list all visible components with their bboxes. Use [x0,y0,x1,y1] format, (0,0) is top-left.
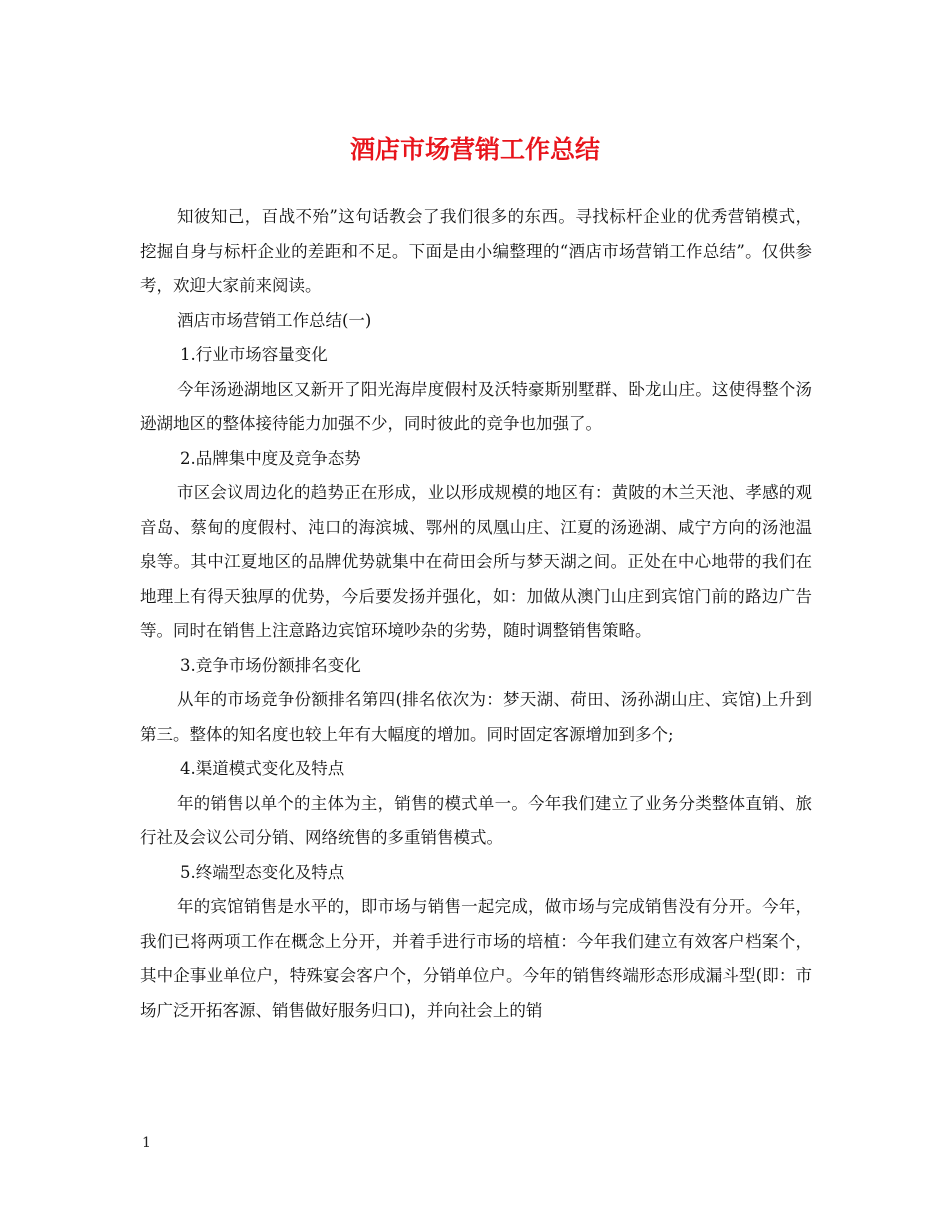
intro-paragraph: 知彼知己，百战不殆”这句话教会了我们很多的东西。寻找标杆企业的优秀营销模式，挖掘自身与标杆企业的差距和不足。下面是由小编整理的“酒店市场营销工作总结”。仅供参考，欢迎大家前来阅读。 [140,207,812,295]
subheading-5: 5.终端型态变化及特点 [180,862,345,882]
paragraph-4: 年的销售以单个的主体为主，销售的模式单一。今年我们建立了业务分类整体直销、旅行社及会议公司分销、网络统售的多重销售模式。 [140,793,812,847]
page-number: 1 [142,1135,151,1151]
subheading-2: 2.品牌集中度及竞争态势 [180,448,361,468]
paragraph-5: 年的宾馆销售是水平的，即市场与销售一起完成，做市场与完成销售没有分开。今年，我们已将两项工作在概念上分开，并着手进行市场的培植：今年我们建立有效客户档案个，其中企事业单位户，特殊宴会客户个，分销单位户。今年的销售终端形态形成漏斗型(即：市场广泛开拓客源、销售做好服务归口)，并向社会上的销 [140,897,812,1020]
paragraph-2: 市区会议周边化的趋势正在形成，业以形成规模的地区有：黄陂的木兰天池、孝感的观音岛、蔡甸的度假村、沌口的海滨城、鄂州的凤凰山庄、江夏的汤逊湖、咸宁方向的汤池温泉等。其中江夏地区的品牌优势就集中在荷田会所与梦天湖之间。正处在中心地带的我们在地理上有得天独厚的优势，今后要发扬并强化，如：加做从澳门山庄到宾馆门前的路边广告等。同时在销售上注意路边宾馆环境吵杂的劣势，随时调整销售策略。 [140,483,812,640]
document-title: 酒店市场营销工作总结 [349,135,600,164]
subheading-3: 3.竞争市场份额排名变化 [180,655,361,675]
paragraph-3: 从年的市场竞争份额排名第四(排名依次为：梦天湖、荷田、汤孙湖山庄、宾馆)上升到第三。整体的知名度也较上年有大幅度的增加。同时固定客源增加到多个; [140,690,812,744]
subheading-4: 4.渠道模式变化及特点 [180,759,345,778]
document-body [140,200,812,1028]
paragraph-1: 今年汤逊湖地区又新开了阳光海岸度假村及沃特豪斯别墅群、卧龙山庄。这使得整个汤逊湖地区的整体接待能力加强不少，同时彼此的竞争也加强了。 [140,379,812,433]
section-title: 酒店市场营销工作总结(一) [177,310,372,330]
subheading-1: 1.行业市场容量变化 [180,345,328,364]
